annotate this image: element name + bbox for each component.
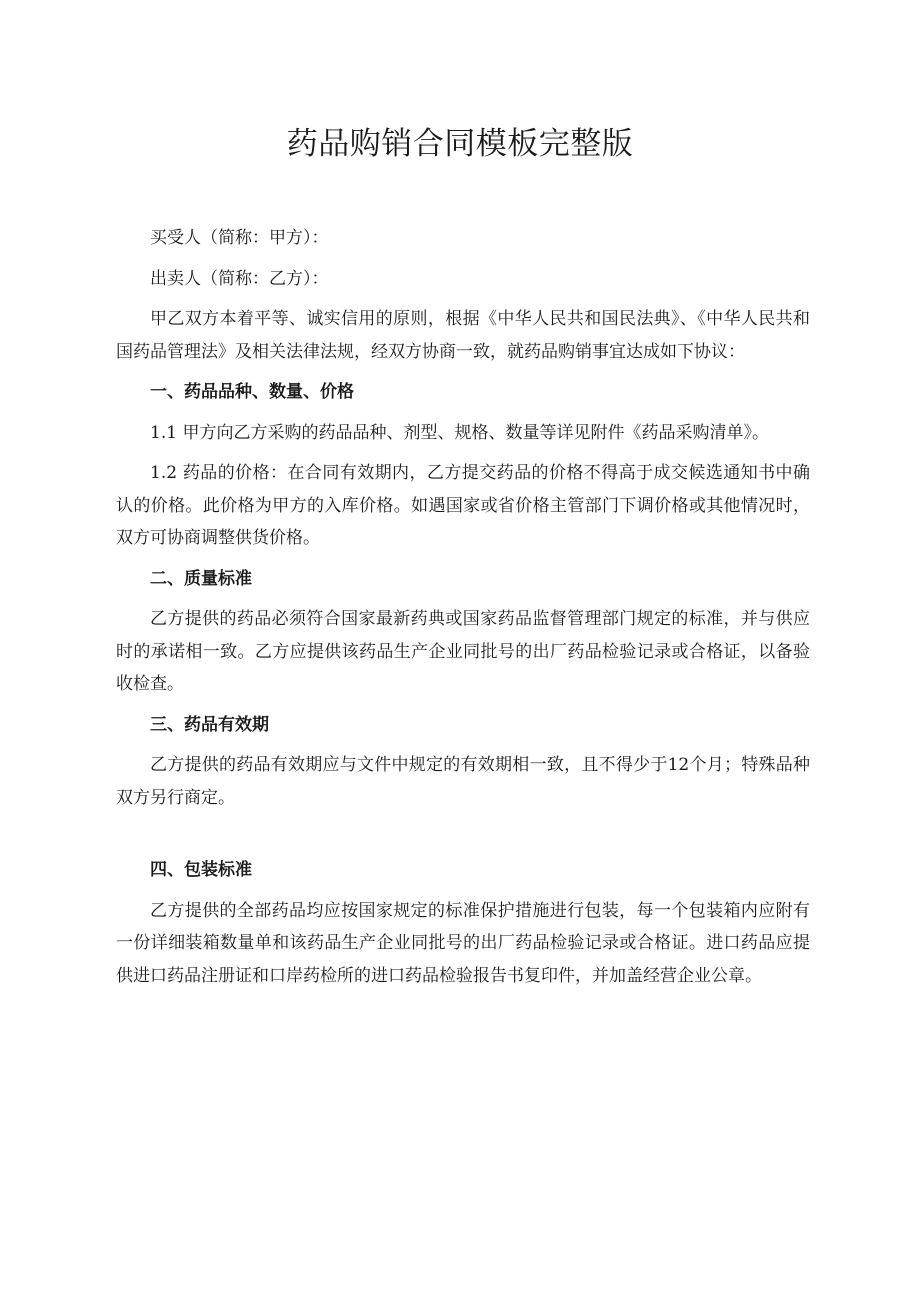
buyer-line: 买受人（简称：甲方）：: [150, 228, 329, 248]
section-heading: 二、质量标准: [150, 568, 252, 589]
preamble-paragraph: 甲乙双方本着平等、诚实信用的原则，根据《中华人民共和国民法典》、《中华人民共和国药品管理法》及相关法律法规，经双方协商一致，就药品购销事宜达成如下协议：: [116, 309, 810, 362]
section-paragraph: 1.1 甲方向乙方采购的药品品种、剂型、规格、数量等详见附件《药品采购清单》。: [150, 422, 769, 443]
section-heading: 一、药品品种、数量、价格: [150, 382, 354, 402]
seller-line: 出卖人（简称：乙方）：: [150, 268, 329, 289]
section-paragraph: 乙方提供的全部药品均应按国家规定的标准保护措施进行包装，每一个包装箱内应附有一份详细装箱数量单和该药品生产企业同批号的出厂药品检验记录或合格证。进口药品应提供进口药品注册证和口岸药检所的进口药品检验报告书复印件，并加盖经营企业公章。: [116, 900, 810, 986]
section-heading: 三、药品有效期: [150, 714, 269, 735]
section-paragraph: 乙方提供的药品有效期应与文件中规定的有效期相一致，且不得少于12个月；特殊品种双方另行商定。: [116, 755, 810, 808]
document-body: [116, 222, 810, 1000]
section-heading: 四、包装标准: [150, 860, 252, 880]
section-paragraph: 乙方提供的药品必须符合国家最新药典或国家药品监督管理部门规定的标准，并与供应时的承诺相一致。乙方应提供该药品生产企业同批号的出厂药品检验记录或合格证，以备验收检查。: [116, 609, 810, 694]
document-title: 药品购销合同模板完整版: [286, 126, 634, 162]
section-paragraph: 1.2 药品的价格：在合同有效期内，乙方提交药品的价格不得高于成交候选通知书中确认的价格。此价格为甲方的入库价格。如遇国家或省价格主管部门下调价格或其他情况时，双方可协商调整供货价格。: [116, 463, 810, 548]
